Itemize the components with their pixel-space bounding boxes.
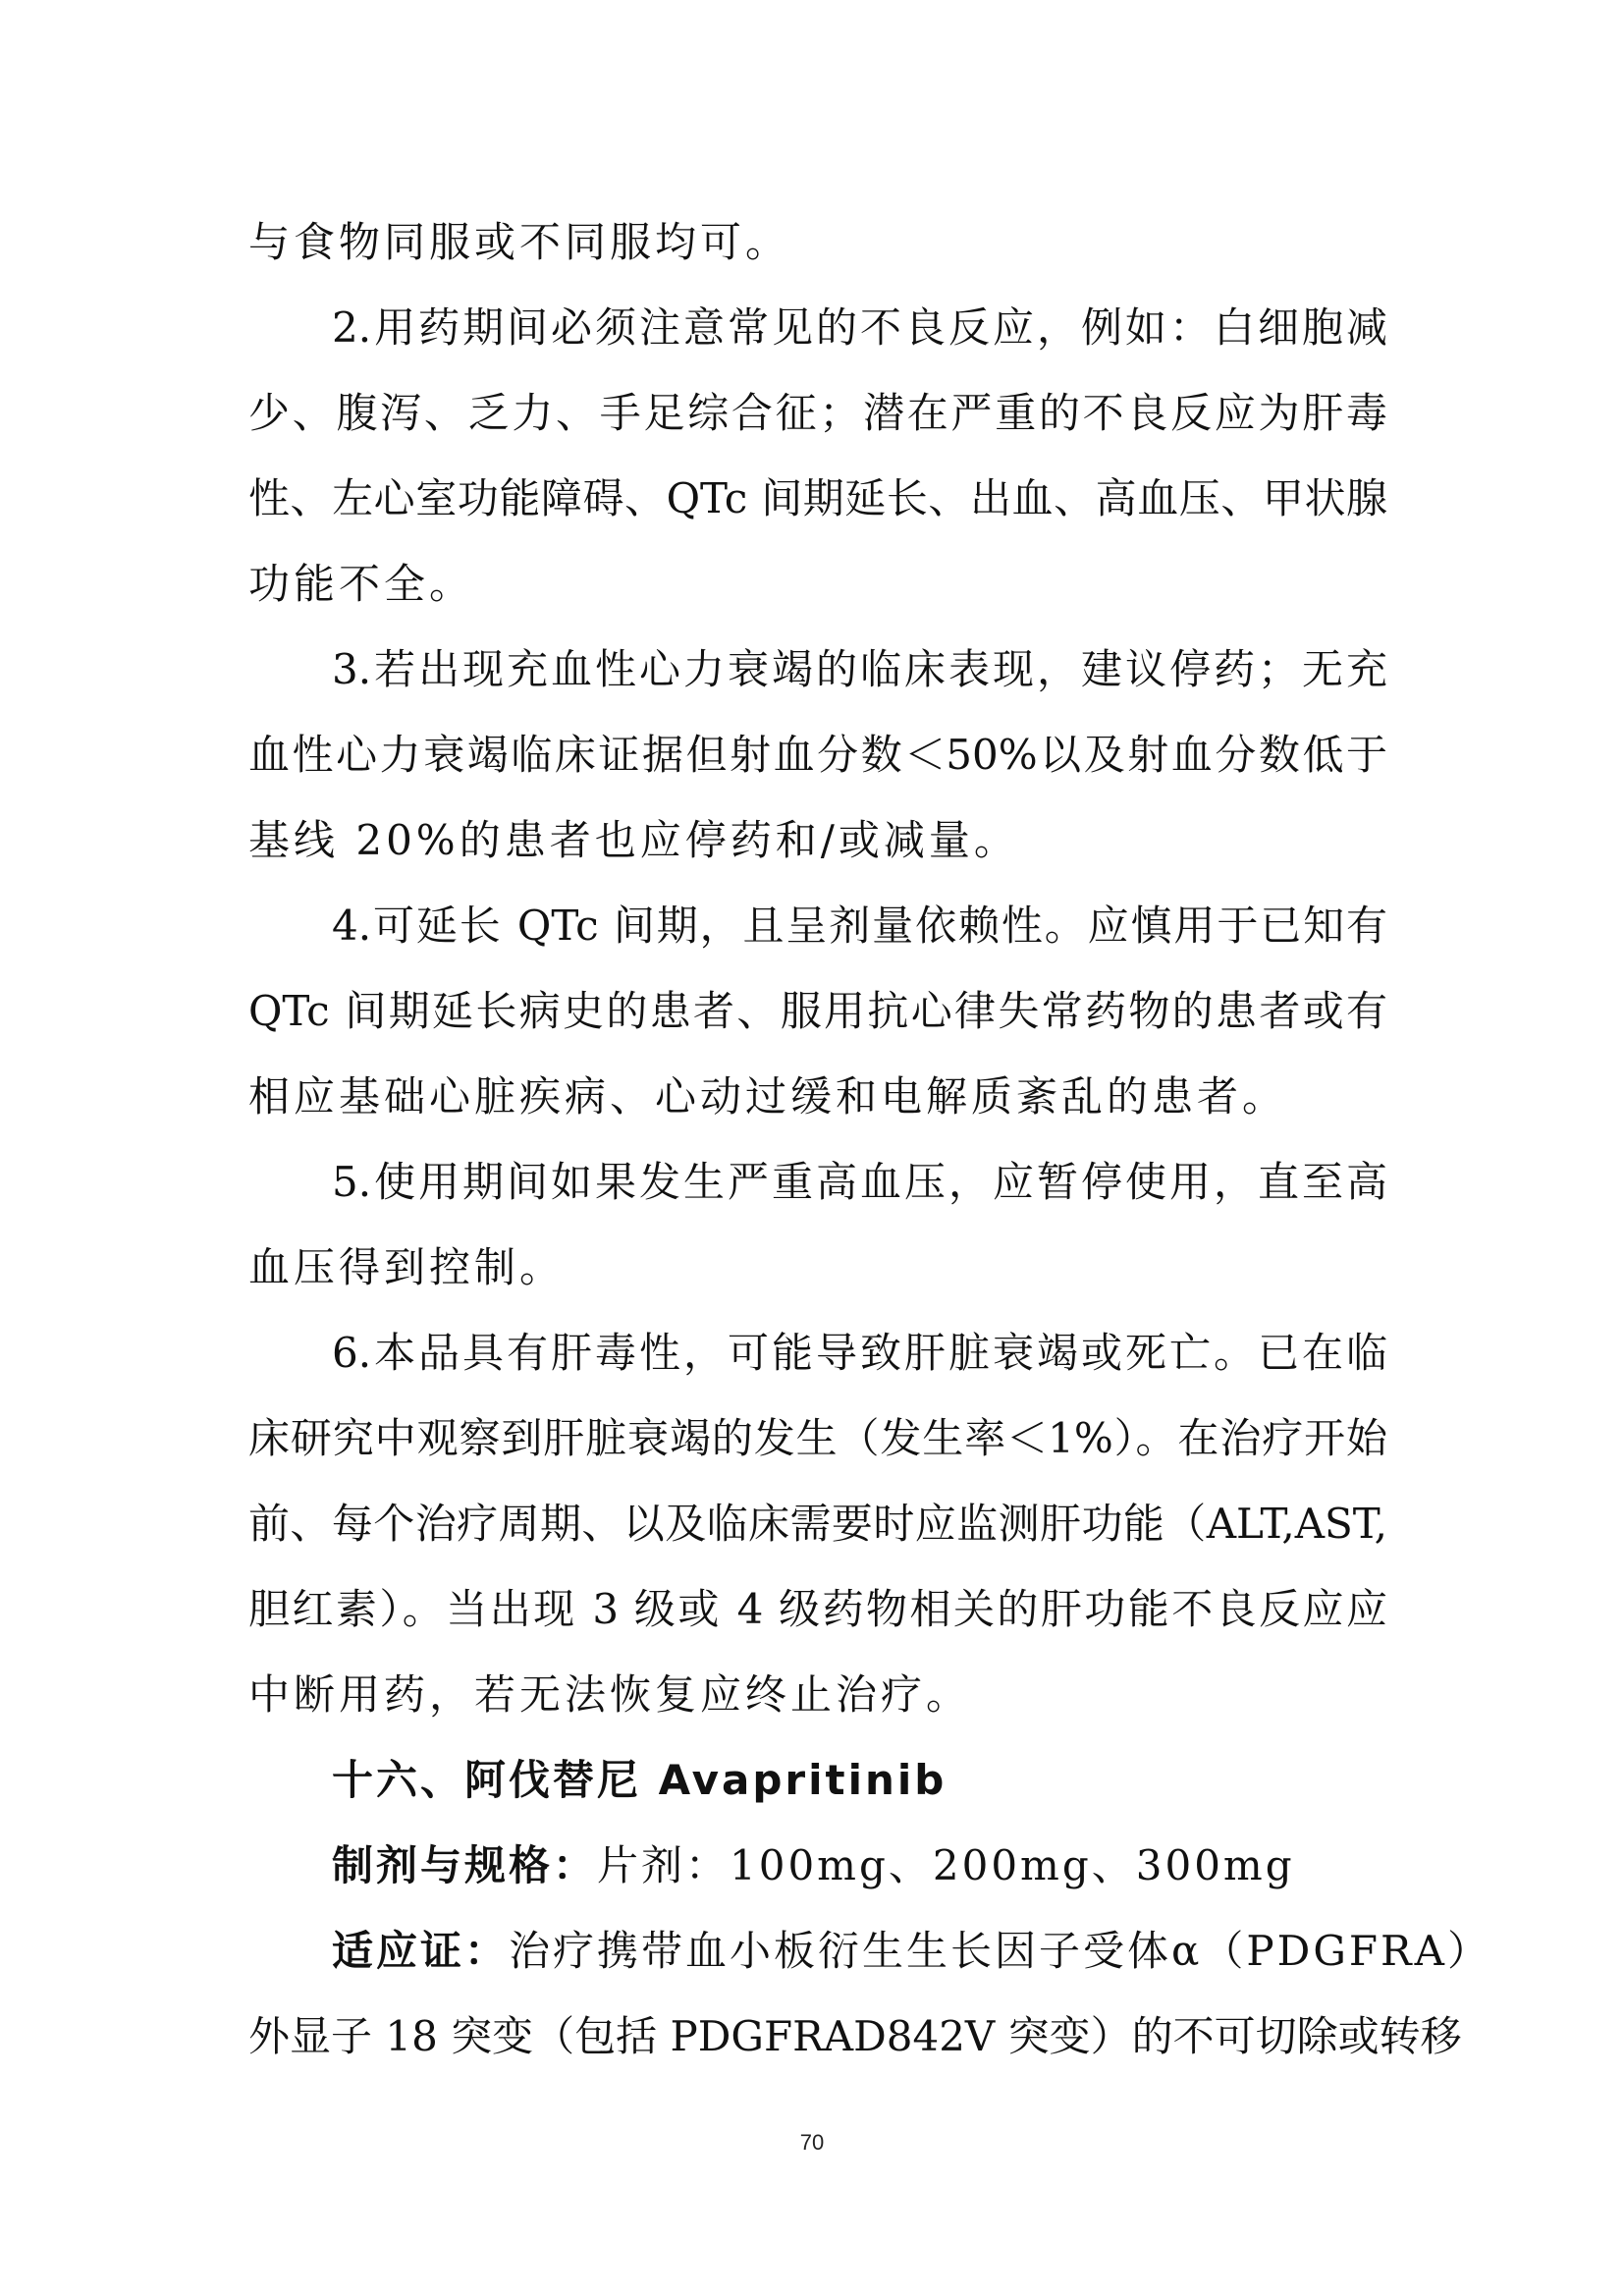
section-heading: 十六、阿伐替尼 Avapritinib (332, 1756, 947, 1804)
text-line: 胆红素）。当出现 3 级或 4 级药物相关的肝功能不良反应应 (248, 1585, 1387, 1633)
text-line: 血压得到控制。 (248, 1243, 566, 1291)
text-line: 前、每个治疗周期、以及临床需要时应监测肝功能（ALT,AST, (248, 1500, 1387, 1548)
formulation-label: 制剂与规格： (332, 1841, 598, 1889)
indication-label: 适应证： (332, 1927, 510, 1975)
text-line: 中断用药，若无法恢复应终止治疗。 (248, 1670, 972, 1719)
indication-line (332, 1924, 1491, 1979)
text-line: 基线 20%的患者也应停药和/或减量。 (248, 816, 1019, 864)
text-line: 性、左心室功能障碍、QTc 间期延长、出血、高血压、甲状腺 (248, 474, 1387, 522)
text-line: 3.若出现充血性心力衰竭的临床表现，建议停药；无充 (332, 645, 1387, 693)
text-line: 外显子 18 突变（包括 PDGFRAD842V 突变）的不可切除或转移 (248, 2012, 1462, 2060)
text-line: 少、腹泻、乏力、手足综合征；潜在严重的不良反应为肝毒 (248, 389, 1387, 437)
text-line: 2.用药期间必须注意常见的不良反应，例如：白细胞减 (332, 303, 1387, 352)
text-line: 5.使用期间如果发生严重高血压，应暂停使用，直至高 (332, 1158, 1387, 1206)
text-line: 4.可延长 QTc 间期，且呈剂量依赖性。应慎用于已知有 (332, 902, 1387, 950)
text-line: 功能不全。 (248, 560, 475, 608)
text-line: 床研究中观察到肝脏衰竭的发生（发生率＜1%）。在治疗开始 (248, 1414, 1387, 1462)
text-line: 相应基础心脏疾病、心动过缓和电解质紊乱的患者。 (248, 1072, 1288, 1121)
page-number: 70 (799, 2130, 825, 2155)
indication-text: 治疗携带血小板衍生生长因子受体α（PDGFRA） (509, 1927, 1491, 1975)
text-line: 6.本品具有肝毒性，可能导致肝脏衰竭或死亡。已在临 (332, 1329, 1387, 1377)
text-line: 血性心力衰竭临床证据但射血分数＜50%以及射血分数低于 (248, 731, 1387, 779)
text-line: 与食物同服或不同服均可。 (248, 218, 791, 266)
text-line: QTc 间期延长病史的患者、服用抗心律失常药物的患者或有 (248, 987, 1387, 1035)
formulation-line (332, 1838, 1387, 1893)
formulation-text: 片剂：100mg、200mg、300mg (597, 1841, 1295, 1889)
